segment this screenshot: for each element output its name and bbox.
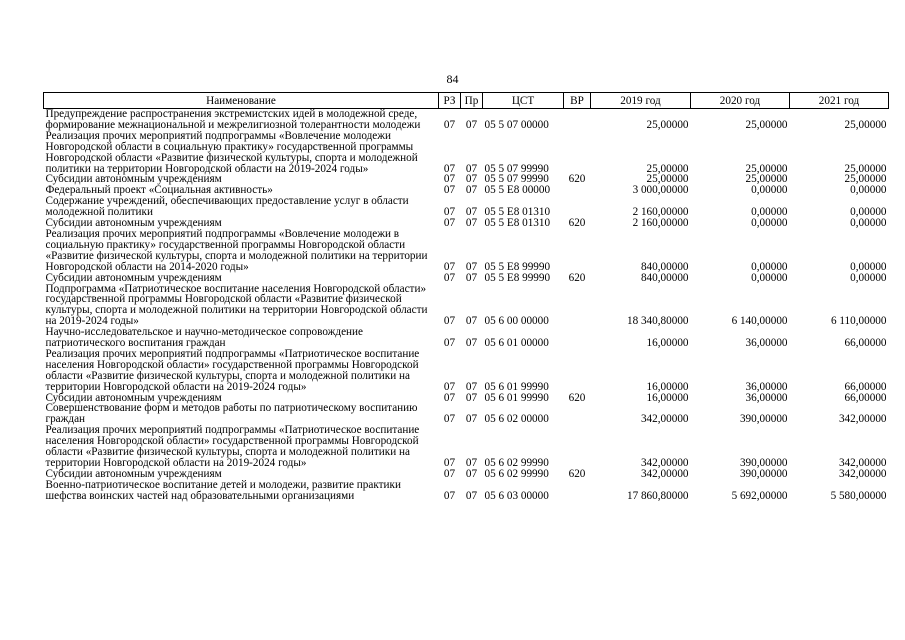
header-pr: Пр (461, 93, 483, 109)
header-name: Наименование (44, 93, 439, 109)
row-rz: 07 (443, 118, 456, 131)
row-cst: 05 5 E8 99990 (484, 271, 551, 284)
row-rz: 07 (443, 217, 456, 230)
row-pr: 07 (465, 337, 478, 350)
row-2019: 16,00000 (646, 380, 689, 393)
row-2020: 0,00000 (751, 260, 788, 273)
row-2021: 6 110,00000 (830, 315, 887, 328)
row-2021: 66,00000 (844, 380, 887, 393)
row-2019: 342,00000 (640, 467, 689, 480)
row-2019: 16,00000 (646, 337, 689, 350)
row-name: Подпрограмма «Патриотическое воспитание населения Новгородской области» государственной программы Новгородской области «Развитие физической культуры, спорта и молодежной политики на территории Новгородской области на 2019-2024 годы» (45, 282, 428, 328)
row-rz: 07 (443, 467, 456, 480)
row-rz: 07 (443, 457, 456, 469)
row-2020: 5 692,00000 (731, 489, 788, 502)
row-rz: 07 (443, 391, 456, 404)
row-cst: 05 6 01 99990 (484, 391, 549, 404)
row-2021: 0,00000 (850, 206, 887, 219)
row-pr: 07 (465, 184, 478, 197)
row-2020: 25,00000 (745, 162, 788, 175)
row-rz: 07 (443, 184, 456, 197)
row-cst: 05 5 07 99990 (484, 173, 549, 186)
table-row (44, 229, 889, 273)
row-pr: 07 (465, 260, 478, 273)
row-pr: 07 (465, 413, 478, 426)
row-name: Субсидии автономным учреждениям (45, 173, 222, 186)
table-row (44, 109, 889, 131)
row-2019: 16,00000 (646, 391, 689, 404)
row-rz: 07 (443, 260, 456, 273)
table-row (44, 327, 889, 349)
row-vr (564, 131, 591, 175)
row-cst: 05 5 E8 99990 (484, 260, 551, 273)
row-cst: 05 5 E8 01310 (484, 217, 551, 230)
row-2020: 0,00000 (751, 271, 788, 284)
row-cst: 05 6 02 99990 (484, 467, 549, 480)
table-row (44, 273, 889, 284)
row-pr: 07 (465, 173, 478, 186)
row-name: Реализация прочих мероприятий подпрограммы «Патриотическое воспитание населения Новгородской области» государственной программы Новгородской области «Развитие физической культуры, спорта и молодежной политики на территории Новгородской области на 2019-2024 годы» (45, 347, 420, 393)
row-pr: 07 (465, 467, 478, 480)
table-row (44, 425, 889, 469)
row-pr: 07 (465, 489, 478, 502)
row-pr: 07 (465, 380, 478, 393)
table-row (44, 196, 889, 218)
row-pr: 07 (465, 315, 478, 328)
row-2020: 25,00000 (745, 118, 788, 131)
row-pr: 07 (465, 206, 478, 219)
row-cst: 05 5 E8 01310 (484, 206, 551, 219)
row-2021: 0,00000 (850, 271, 887, 284)
row-name: Федеральный проект «Социальная активность» (45, 184, 273, 197)
row-2020: 36,00000 (745, 337, 788, 350)
row-cst: 05 6 00 00000 (484, 315, 549, 328)
row-pr: 07 (465, 457, 478, 469)
row-2021: 66,00000 (844, 337, 887, 350)
row-2021: 342,00000 (838, 413, 887, 426)
row-rz: 07 (443, 173, 456, 186)
row-2021: 0,00000 (850, 217, 887, 230)
header-vr: ВР (564, 93, 591, 109)
row-2020: 6 140,00000 (731, 315, 788, 328)
row-2019: 25,00000 (646, 118, 689, 131)
row-pr: 07 (465, 217, 478, 230)
row-name: Военно-патриотическое воспитание детей и молодежи, развитие практики шефства воинских частей над образовательными организациями (45, 478, 401, 502)
row-2020: 36,00000 (745, 380, 788, 393)
row-2019: 342,00000 (640, 457, 689, 469)
row-vr: 620 (568, 271, 586, 284)
row-rz: 07 (443, 413, 456, 426)
table-row (44, 131, 889, 175)
row-name: Реализация прочих мероприятий подпрограммы «Вовлечение молодежи в социальную практику» государственной программы Новгородской области «Развитие физической культуры, спорта и молодежной политики на территории Новгородской области на 2014-2020 годы» (45, 227, 428, 273)
row-cst: 05 5 07 00000 (484, 118, 549, 131)
table-row (44, 403, 889, 425)
row-2019: 3 000,00000 (632, 184, 689, 197)
row-2020: 390,00000 (739, 467, 788, 480)
row-rz: 07 (443, 206, 456, 219)
table-row (44, 349, 889, 393)
row-vr (564, 349, 591, 393)
row-name: Субсидии автономным учреждениям (45, 217, 222, 230)
row-vr (564, 196, 591, 218)
header-2020: 2020 год (691, 93, 790, 109)
row-2019: 2 160,00000 (632, 217, 689, 230)
row-2019: 18 340,80000 (626, 315, 689, 328)
row-vr (564, 284, 591, 328)
row-vr (564, 480, 591, 502)
row-vr (564, 327, 591, 349)
row-name: Содержание учреждений, обеспечивающих предоставление услуг в области молодежной политики (45, 195, 409, 219)
row-2021: 0,00000 (850, 184, 887, 197)
row-name: Научно-исследовательское и научно-методическое сопровождение патриотического воспитания граждан (45, 326, 363, 350)
row-cst: 05 5 07 99990 (484, 162, 549, 175)
row-name: Совершенствование форм и методов работы по патриотическому воспитанию граждан (45, 402, 418, 426)
row-2020: 0,00000 (751, 184, 788, 197)
row-2020: 36,00000 (745, 391, 788, 404)
row-2021: 342,00000 (838, 467, 887, 480)
table-header-row (44, 93, 889, 109)
row-2020: 390,00000 (739, 457, 788, 469)
header-cst: ЦСТ (483, 93, 564, 109)
row-vr (564, 109, 591, 131)
row-2019: 17 860,80000 (626, 489, 689, 502)
row-2020: 0,00000 (751, 217, 788, 230)
row-rz: 07 (443, 337, 456, 350)
header-2021: 2021 год (790, 93, 889, 109)
row-2019: 25,00000 (646, 173, 689, 186)
row-name: Предупреждение распространения экстремистских идей в молодежной среде, формирование межнациональной и межрелигиозной толерантности молодежи (45, 108, 421, 131)
row-vr (564, 425, 591, 469)
row-2019: 342,00000 (640, 413, 689, 426)
row-pr: 07 (465, 118, 478, 131)
row-pr: 07 (465, 271, 478, 284)
row-vr: 620 (568, 173, 586, 186)
row-name: Субсидии автономным учреждениям (45, 391, 222, 404)
row-name: Субсидии автономным учреждениям (45, 271, 222, 284)
header-2019: 2019 год (591, 93, 691, 109)
row-2021: 25,00000 (844, 173, 887, 186)
row-2021: 25,00000 (844, 162, 887, 175)
row-2020: 0,00000 (751, 206, 788, 219)
row-vr (564, 185, 591, 196)
row-rz: 07 (443, 489, 456, 502)
row-rz: 07 (443, 315, 456, 328)
row-2020: 25,00000 (745, 173, 788, 186)
row-2019: 2 160,00000 (632, 206, 689, 219)
row-pr: 07 (465, 162, 478, 175)
table-row (44, 284, 889, 328)
row-cst: 05 6 02 99990 (484, 457, 549, 469)
row-cst: 05 6 01 99990 (484, 380, 549, 393)
row-vr (564, 403, 591, 425)
row-name: Реализация прочих мероприятий подпрограммы «Вовлечение молодежи Новгородской области в социальную практику» государственной программы Новгородской области «Развитие физической культуры, спорта и молодежной политики на территории Новгородской области на 2019-2024 годы» (45, 129, 418, 175)
row-2021: 0,00000 (850, 260, 887, 273)
row-vr (564, 229, 591, 273)
row-name: Реализация прочих мероприятий подпрограммы «Патриотическое воспитание населения Новгородской области» государственной программы Новгородской области «Развитие физической культуры, спорта и молодежной политики на территории Новгородской области на 2019-2024 годы» (45, 424, 420, 469)
row-rz: 07 (443, 380, 456, 393)
row-cst: 05 6 03 00000 (484, 489, 549, 502)
table-body (44, 109, 889, 502)
row-cst: 05 5 E8 00000 (484, 184, 551, 197)
row-2019: 25,00000 (646, 162, 689, 175)
row-cst: 05 6 01 00000 (484, 337, 549, 350)
row-2019: 840,00000 (640, 260, 689, 273)
row-2021: 66,00000 (844, 391, 887, 404)
row-2021: 342,00000 (838, 457, 887, 469)
row-vr: 620 (568, 467, 586, 480)
table-row (44, 480, 889, 502)
row-2021: 25,00000 (844, 118, 887, 131)
row-2021: 5 580,00000 (830, 489, 887, 502)
row-name: Субсидии автономным учреждениям (45, 467, 222, 480)
page-number: 84 (446, 72, 459, 86)
header-rz: РЗ (439, 93, 461, 109)
row-pr: 07 (465, 391, 478, 404)
row-2020: 390,00000 (739, 413, 788, 426)
row-rz: 07 (443, 162, 456, 175)
budget-table (43, 92, 889, 502)
row-rz: 07 (443, 271, 456, 284)
row-vr: 620 (568, 391, 586, 404)
row-cst: 05 6 02 00000 (484, 413, 549, 426)
row-2019: 840,00000 (640, 271, 689, 284)
row-vr: 620 (568, 217, 586, 230)
